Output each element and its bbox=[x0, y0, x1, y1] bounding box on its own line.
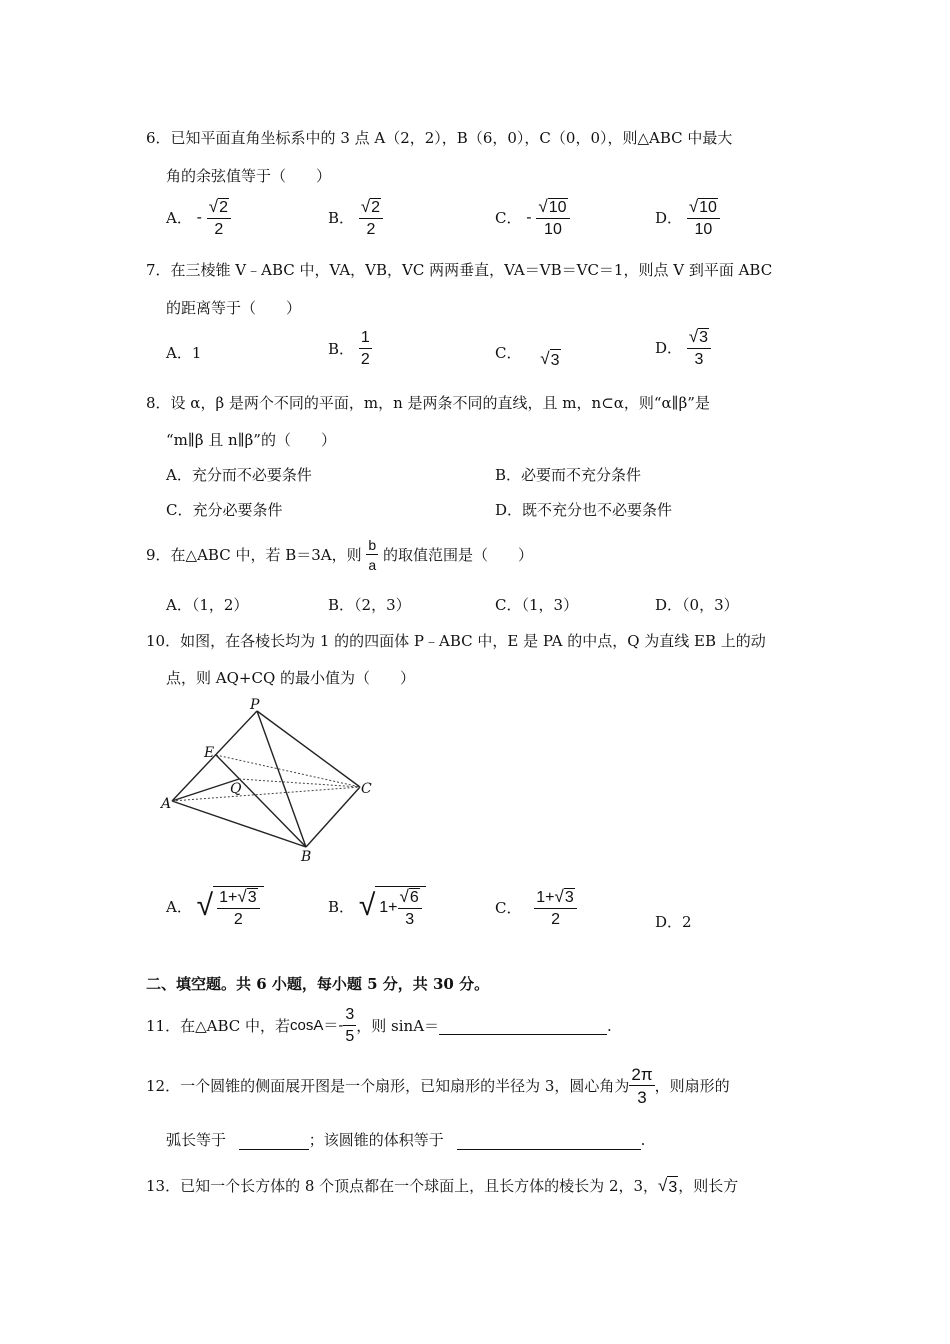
q10-option-a[interactable] bbox=[166, 886, 264, 928]
answer-blank-12a[interactable] bbox=[239, 1133, 309, 1150]
q9-option-b[interactable]: B．（2，3） bbox=[328, 596, 411, 614]
fraction: √ 2 2 bbox=[207, 198, 231, 238]
q9-option-a[interactable]: A．（1，2） bbox=[166, 596, 249, 614]
q12-line2b: ；该圆锥的体积等于 bbox=[308, 1131, 444, 1149]
option-label: C． bbox=[495, 344, 522, 362]
q9-option-d[interactable]: D．（0，3） bbox=[655, 596, 739, 614]
q12-pre: 12．一个圆锥的侧面展开图是一个扇形，已知扇形的半径为 3，圆心角为 bbox=[146, 1077, 630, 1095]
option-label: A． bbox=[166, 209, 192, 227]
option-label: B． bbox=[328, 209, 355, 227]
q10-line2: 点，则 AQ+CQ 的最小值为（ ） bbox=[166, 669, 416, 687]
fraction: √ 10 10 bbox=[687, 198, 720, 238]
q8-line1: 8．设 α，β 是两个不同的平面，m，n 是两条不同的直线，且 m，n⊂α，则“α∥β”是 bbox=[146, 394, 710, 412]
q11-pre: 11．在△ABC 中，若 bbox=[146, 1017, 291, 1035]
q12-line2 bbox=[166, 1130, 645, 1150]
edge-pc bbox=[257, 711, 360, 787]
label-c: C bbox=[361, 781, 372, 797]
label-e: E bbox=[204, 745, 215, 761]
q12-line1 bbox=[146, 1066, 730, 1106]
q13-post: ，则长方 bbox=[678, 1177, 739, 1195]
option-label: D． bbox=[655, 339, 683, 357]
q9-stem-post: 的取值范围是（ ） bbox=[383, 546, 534, 564]
sqrt: √ 1+ √ 6 3 bbox=[359, 886, 426, 928]
q11-end: . bbox=[607, 1017, 612, 1035]
edge-bc bbox=[306, 787, 360, 847]
q8-option-a[interactable]: A．充分而不必要条件 bbox=[166, 466, 312, 484]
q6-line2: 角的余弦值等于（ ） bbox=[166, 167, 332, 185]
q10-option-d[interactable]: D．2 bbox=[655, 913, 692, 931]
minus-sign: - bbox=[526, 209, 532, 226]
q13-pre: 13．已知一个长方体的 8 个顶点都在一个球面上，且长方体的棱长为 2，3， bbox=[146, 1177, 659, 1195]
q11-stem bbox=[146, 1007, 612, 1045]
q8-option-c[interactable]: C．充分必要条件 bbox=[166, 501, 283, 519]
q12-post: ，则扇形的 bbox=[654, 1077, 730, 1095]
label-b: B bbox=[301, 849, 312, 865]
option-label: A． bbox=[166, 898, 192, 916]
tetrahedron-figure bbox=[160, 695, 380, 865]
fraction: $\frac{1}{2}$ bbox=[360, 329, 370, 368]
q9-stem bbox=[146, 538, 533, 572]
sqrt: √ 3 bbox=[658, 1176, 678, 1196]
q7-option-d[interactable] bbox=[655, 328, 711, 368]
fraction: √ 10 10 bbox=[536, 198, 569, 238]
option-label: C． bbox=[495, 899, 522, 917]
edge-pb bbox=[257, 711, 306, 847]
q12-line2a: 弧长等于 bbox=[166, 1131, 227, 1149]
sqrt: √ 3 bbox=[540, 349, 560, 369]
answer-blank-11[interactable] bbox=[439, 1018, 607, 1035]
edge-ab bbox=[172, 801, 306, 847]
fraction: $\frac{b}{a}$ bbox=[368, 537, 377, 573]
q9-option-c[interactable]: C．（1，3） bbox=[495, 596, 579, 614]
q6-option-d[interactable] bbox=[655, 198, 720, 238]
q13-line1 bbox=[146, 1176, 738, 1198]
label-q: Q bbox=[230, 781, 242, 797]
fraction: √ 2 2 bbox=[359, 198, 383, 238]
fraction: 1+ √ 3 2 bbox=[534, 888, 577, 928]
q10-option-c[interactable] bbox=[495, 888, 577, 928]
option-label: B． bbox=[328, 340, 355, 358]
option-label: D． bbox=[655, 209, 683, 227]
q7-option-c[interactable] bbox=[495, 343, 561, 369]
q7-line2: 的距离等于（ ） bbox=[166, 299, 302, 317]
answer-blank-12b[interactable] bbox=[457, 1133, 641, 1150]
section-heading: 二、填空题。共 6 小题，每小题 5 分，共 30 分。 bbox=[146, 975, 490, 993]
q12-end: . bbox=[640, 1131, 646, 1149]
q8-option-d[interactable]: D．既不充分也不必要条件 bbox=[495, 501, 673, 519]
q6-option-c[interactable] bbox=[495, 198, 570, 238]
fraction: $\frac{2\pi}{3}$ bbox=[631, 1065, 653, 1107]
q11-cos: cosA＝- bbox=[290, 1017, 344, 1034]
q6-option-a[interactable] bbox=[166, 198, 231, 238]
q10-option-b[interactable] bbox=[328, 886, 426, 928]
q6-line1: 6．已知平面直角坐标系中的 3 点 A（2，2），B（6，0），C（0，0），则△ABC 中最大 bbox=[146, 129, 733, 147]
q7-option-a[interactable]: A．1 bbox=[166, 344, 202, 362]
edge-ac-hidden bbox=[172, 787, 360, 801]
fraction: $\frac{3}{5}$ bbox=[345, 1006, 355, 1045]
option-label: C． bbox=[495, 209, 522, 227]
option-label: B． bbox=[328, 898, 355, 916]
q6-option-b[interactable] bbox=[328, 198, 383, 238]
q11-post: ，则 sinA＝ bbox=[356, 1017, 440, 1035]
q7-line1: 7．在三棱锥 V﹣ABC 中，VA，VB，VC 两两垂直，VA＝VB＝VC＝1，则点 V 到平面 ABC bbox=[146, 261, 773, 279]
q9-stem-pre: 9．在△ABC 中，若 B＝3A，则 bbox=[146, 546, 362, 564]
q8-option-b[interactable]: B．必要而不充分条件 bbox=[495, 466, 642, 484]
minus-sign: - bbox=[196, 209, 202, 226]
q7-option-b[interactable] bbox=[328, 330, 372, 368]
sqrt: √ 1+ √ 3 2 bbox=[197, 886, 264, 928]
segment-eb bbox=[216, 755, 306, 847]
fraction: √ 3 3 bbox=[687, 328, 711, 368]
label-p: P bbox=[250, 697, 260, 713]
q10-line1: 10．如图，在各棱长均为 1 的的四面体 P﹣ABC 中，E 是 PA 的中点，Q 为直线 EB 上的动 bbox=[146, 632, 766, 650]
q8-line2: “m∥β 且 n∥β”的（ ） bbox=[166, 431, 336, 449]
label-a: A bbox=[161, 796, 172, 812]
